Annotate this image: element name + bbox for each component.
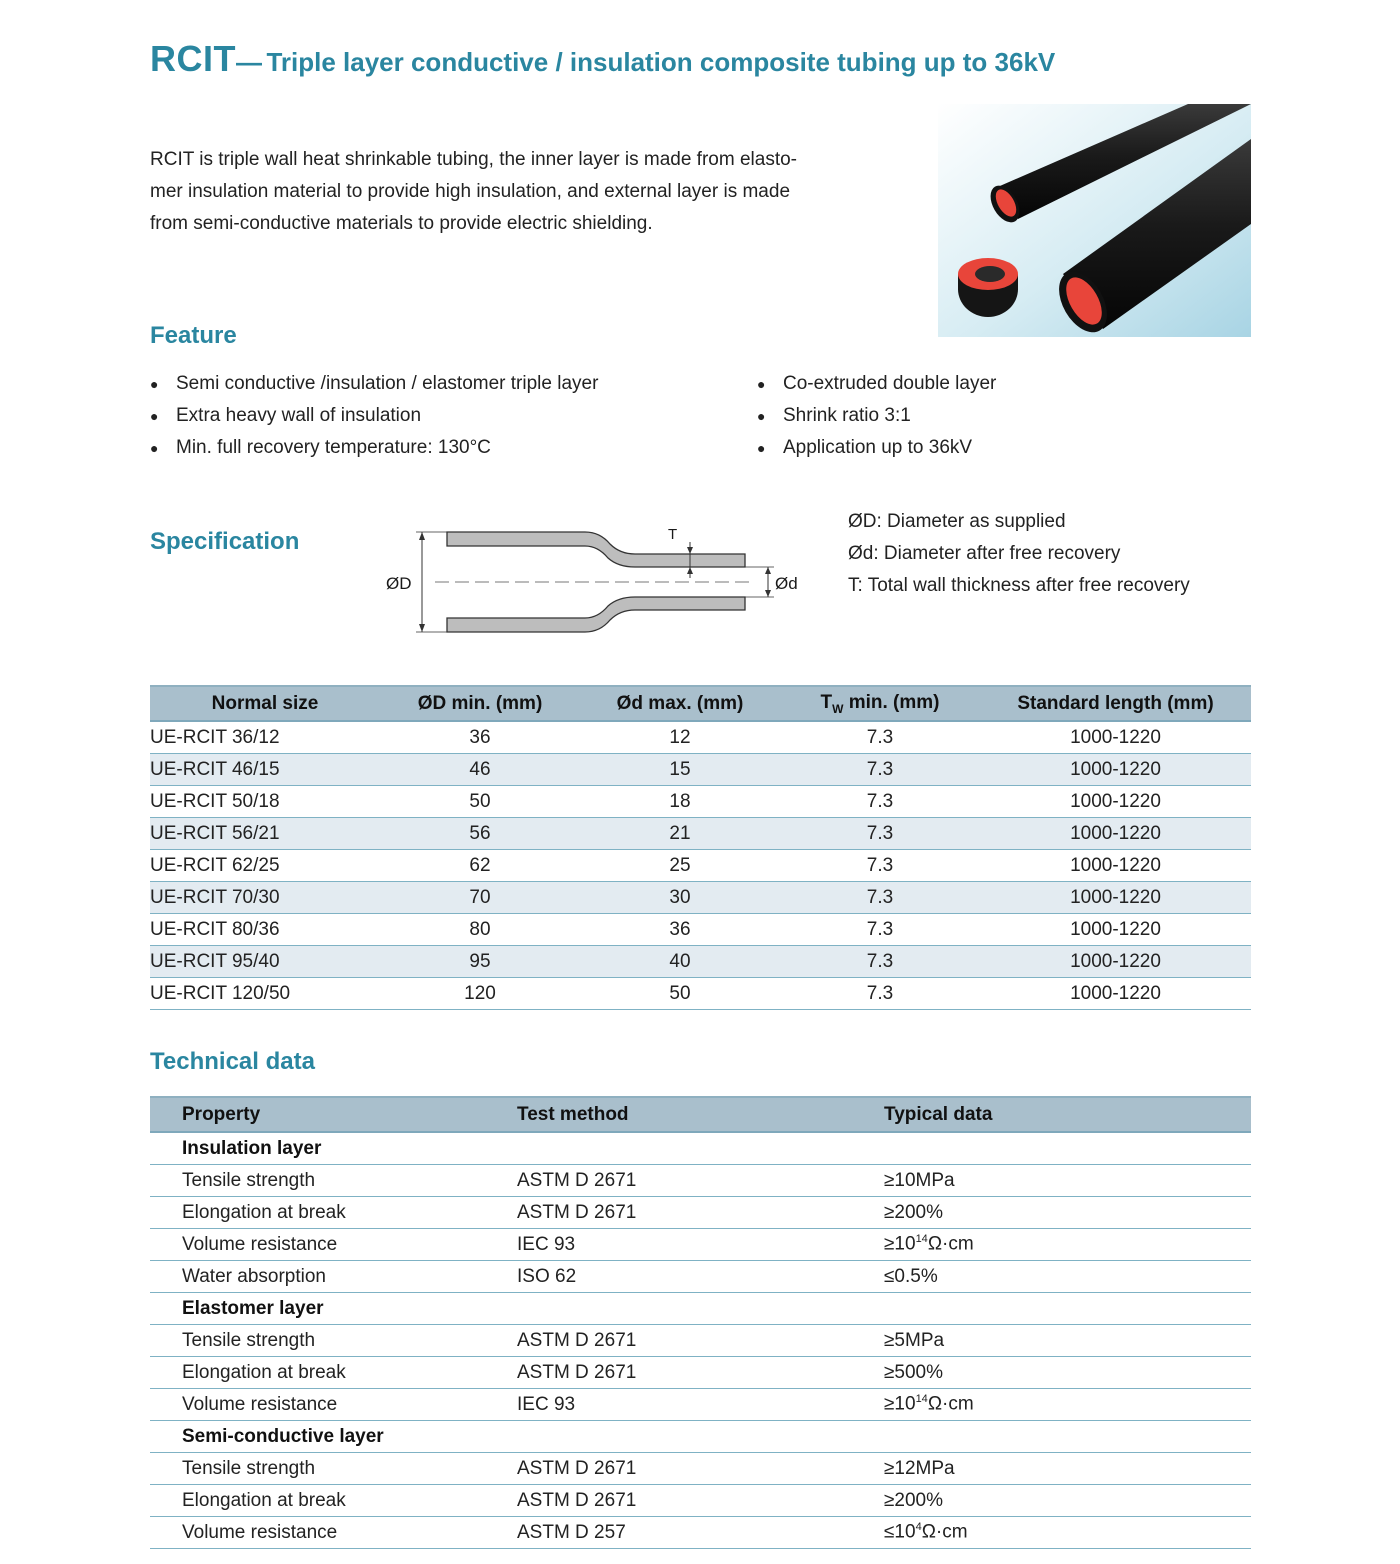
specification-heading: Specification [150,528,300,555]
table-row [150,914,1251,946]
bullet-icon: ● [150,376,159,392]
bullet-icon: ● [150,408,159,424]
table-cell: 40 [580,946,780,978]
table-row [150,786,1251,818]
legend-item: Ød: Diameter after free recovery [848,543,1121,564]
column-header: Normal size [150,686,380,721]
page-title [150,38,1055,80]
property-cell: Volume resistance [150,1229,517,1261]
column-header: Test method [517,1097,884,1132]
table-cell: UE-RCIT 36/12 [150,721,380,754]
column-header: $T_W$ min. (mm) [780,686,980,721]
table-row [150,721,1251,754]
feature-column-left [150,368,598,464]
bullet-icon: ● [757,376,766,392]
table-row [150,882,1251,914]
property-cell: Water absorption [150,1261,517,1293]
column-header: Property [150,1097,517,1132]
table-row [150,850,1251,882]
table-row [150,1197,1251,1229]
feature-item: ● Semi conductive /insulation / elastomer triple layer [150,368,598,400]
value-cell: ≥10MPa [884,1165,1251,1197]
table-row [150,1389,1251,1421]
feature-heading: Feature [150,322,237,349]
table-cell: 25 [580,850,780,882]
table-row [150,818,1251,850]
table-cell: UE-RCIT 46/15 [150,754,380,786]
group-label: Semi-conductive layer [150,1421,1251,1453]
table-cell: 7.3 [780,754,980,786]
product-subtitle: Triple layer conductive / insulation composite tubing up to 36kV [266,47,1056,77]
property-cell: Tensile strength [150,1325,517,1357]
specification-table [150,685,1251,1010]
property-cell: Volume resistance [150,1517,517,1549]
table-row [150,1357,1251,1389]
feature-item: ● Extra heavy wall of insulation [150,400,598,432]
value-cell: ≥5MPa [884,1325,1251,1357]
technical-heading: Technical data [150,1048,315,1075]
table-row [150,1453,1251,1485]
method-cell: ASTM D 257 [517,1517,884,1549]
table-cell: 62 [380,850,580,882]
property-cell: Tensile strength [150,1453,517,1485]
technical-data-table [150,1096,1251,1549]
bullet-icon: ● [757,408,766,424]
table-row [150,1517,1251,1549]
table-cell: 1000-1220 [980,850,1251,882]
intro-line: mer insulation material to provide high insulation, and external layer is made [150,181,791,202]
feature-item: ● Shrink ratio 3:1 [757,400,996,432]
value-cell: ≥200% [884,1485,1251,1517]
method-cell: IEC 93 [517,1389,884,1421]
value-cell: $\ge 10^{14}\Omega\cdot cm$ [884,1229,1251,1261]
group-label: Elastomer layer [150,1293,1251,1325]
value-cell: $\ge 10^{14}\Omega\cdot cm$ [884,1389,1251,1421]
table-cell: UE-RCIT 120/50 [150,978,380,1010]
table-row [150,1325,1251,1357]
product-photo [938,104,1251,337]
intro-paragraph [150,144,870,240]
method-cell: ASTM D 2671 [517,1485,884,1517]
legend-item: T: Total wall thickness after free recovery [848,575,1190,596]
table-cell: 7.3 [780,914,980,946]
column-header: Standard length (mm) [980,686,1251,721]
table-header-row [150,686,1251,721]
table-cell: 120 [380,978,580,1010]
table-row [150,1229,1251,1261]
table-cell: 70 [380,882,580,914]
method-cell: ASTM D 2671 [517,1325,884,1357]
table-cell: UE-RCIT 95/40 [150,946,380,978]
table-cell: UE-RCIT 80/36 [150,914,380,946]
value-cell: $\le 10^4\Omega\cdot cm$ [884,1517,1251,1549]
table-cell: 50 [380,786,580,818]
table-cell: UE-RCIT 56/21 [150,818,380,850]
value-cell: ≥500% [884,1357,1251,1389]
method-cell: ASTM D 2671 [517,1357,884,1389]
method-cell: IEC 93 [517,1229,884,1261]
table-cell: 80 [380,914,580,946]
table-row [150,1485,1251,1517]
method-cell: ASTM D 2671 [517,1165,884,1197]
table-row [150,1165,1251,1197]
diameter-supplied-label: ØD [386,574,412,593]
intro-line: from semi-conductive materials to provide electric shielding. [150,213,653,234]
table-cell: 1000-1220 [980,978,1251,1010]
table-header-row [150,1097,1251,1132]
table-cell: 36 [580,914,780,946]
property-cell: Tensile strength [150,1165,517,1197]
table-cell: 21 [580,818,780,850]
dimension-legend [848,506,1190,602]
value-cell: ≤0.5% [884,1261,1251,1293]
table-cell: 36 [380,721,580,754]
table-cell: 1000-1220 [980,914,1251,946]
table-cell: 1000-1220 [980,818,1251,850]
group-row [150,1293,1251,1325]
group-row [150,1132,1251,1165]
table-cell: 7.3 [780,882,980,914]
table-cell: 1000-1220 [980,721,1251,754]
table-cell: UE-RCIT 70/30 [150,882,380,914]
feature-item: ● Min. full recovery temperature: 130°C [150,432,598,464]
column-header: ØD min. (mm) [380,686,580,721]
table-cell: 18 [580,786,780,818]
bullet-icon: ● [150,440,159,456]
table-cell: UE-RCIT 62/25 [150,850,380,882]
method-cell: ASTM D 2671 [517,1197,884,1229]
table-row [150,946,1251,978]
column-header: Typical data [884,1097,1251,1132]
value-cell: ≥200% [884,1197,1251,1229]
table-cell: 1000-1220 [980,754,1251,786]
table-cell: 15 [580,754,780,786]
table-cell: 1000-1220 [980,882,1251,914]
feature-column-right [757,368,996,464]
title-dash: — [236,47,262,77]
table-cell: 50 [580,978,780,1010]
table-cell: 7.3 [780,850,980,882]
property-cell: Elongation at break [150,1197,517,1229]
group-label: Insulation layer [150,1132,1251,1165]
tubing-dimension-diagram [380,520,820,640]
column-header: Ød max. (mm) [580,686,780,721]
property-cell: Elongation at break [150,1357,517,1389]
table-cell: 7.3 [780,978,980,1010]
feature-item: ● Co-extruded double layer [757,368,996,400]
table-cell: 1000-1220 [980,786,1251,818]
table-cell: 7.3 [780,946,980,978]
method-cell: ISO 62 [517,1261,884,1293]
table-cell: 7.3 [780,786,980,818]
feature-item: ● Application up to 36kV [757,432,996,464]
diameter-recovered-label: Ød [775,574,798,593]
table-cell: 46 [380,754,580,786]
method-cell: ASTM D 2671 [517,1453,884,1485]
table-cell: 7.3 [780,721,980,754]
table-cell: 56 [380,818,580,850]
bullet-icon: ● [757,440,766,456]
table-cell: 30 [580,882,780,914]
property-cell: Elongation at break [150,1485,517,1517]
legend-item: ØD: Diameter as supplied [848,511,1066,532]
product-code: RCIT [150,38,236,79]
table-cell: 95 [380,946,580,978]
table-cell: 7.3 [780,818,980,850]
table-row [150,978,1251,1010]
table-cell: UE-RCIT 50/18 [150,786,380,818]
table-row [150,754,1251,786]
table-cell: 1000-1220 [980,946,1251,978]
tubing-illustration [938,104,1251,337]
intro-line: RCIT is triple wall heat shrinkable tubing, the inner layer is made from elasto- [150,149,797,170]
table-cell: 12 [580,721,780,754]
property-cell: Volume resistance [150,1389,517,1421]
table-row [150,1261,1251,1293]
wall-thickness-label: T [668,526,678,543]
value-cell: ≥12MPa [884,1453,1251,1485]
group-row [150,1421,1251,1453]
